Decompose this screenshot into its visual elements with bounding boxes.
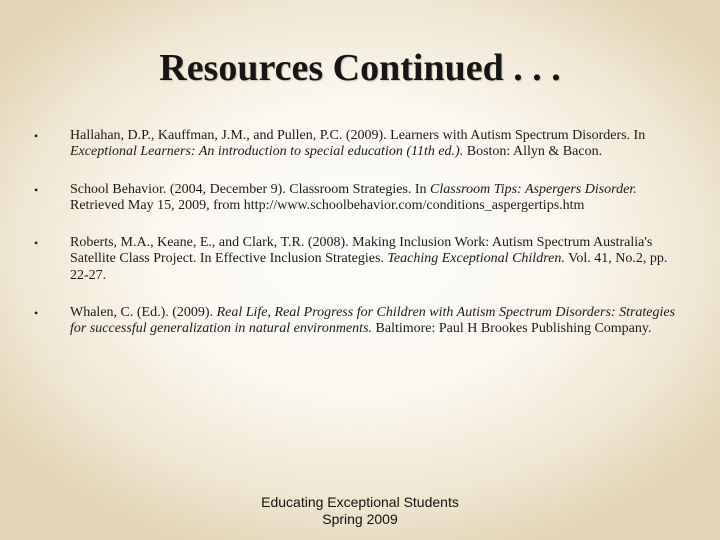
reference-text-segment: Baltimore: Paul H Brookes Publishing Company. [372,321,652,337]
bullet-icon: • [34,236,39,251]
reference-text [70,182,637,213]
reference-list [34,128,684,359]
reference-item [34,128,684,161]
reference-text-segment: Vol. 41, No.2, pp. 22-27. [70,251,668,283]
reference-text [70,305,675,336]
reference-item [34,182,684,215]
reference-item [34,235,684,284]
bullet-icon: • [34,306,39,321]
footer-course-name: Educating Exceptional Students [261,494,459,510]
reference-text-segment: Roberts, M.A., Keane, E., and Clark, T.R. (2008). Making Inclusion Work: Autism Spectrum Australia's Satellite Class Project. In Effective Inclusion Strategies. [70,235,653,267]
bullet-icon: • [34,129,39,143]
reference-text-segment: Boston: Allyn & Bacon. [463,144,603,160]
bullet-icon: • [34,182,39,197]
reference-item [34,305,684,338]
footer-term: Spring 2009 [322,511,398,527]
reference-text-segment: Hallahan, D.P., Kauffman, J.M., and Pullen, P.C. (2009). Learners with Autism Spectrum Disorders. In [70,128,646,143]
reference-italic-title: Teaching Exceptional Children. [387,251,565,267]
reference-italic-title: Exceptional Learners: An introduction to special education (11th ed.). [70,144,464,160]
reference-text-segment: School Behavior. (2004, December 9). Classroom Strategies. In [70,181,431,197]
reference-text [70,235,667,283]
slide-footer [210,494,510,528]
reference-italic-title: Classroom Tips: Aspergers Disorder. [430,181,637,197]
reference-text-segment: Whalen, C. (Ed.). (2009). [70,305,217,321]
reference-italic-title: Real Life, Real Progress for Children with Autism Spectrum Disorders: Strategies for successful generalization in natural environments. [70,305,676,337]
reference-text [70,128,645,159]
reference-text-segment: Retrieved May 15, 2009, from http://www.schoolbehavior.com/conditions_aspergertips.htm [70,197,585,213]
slide-title: Resources Continued . . . [159,47,561,89]
